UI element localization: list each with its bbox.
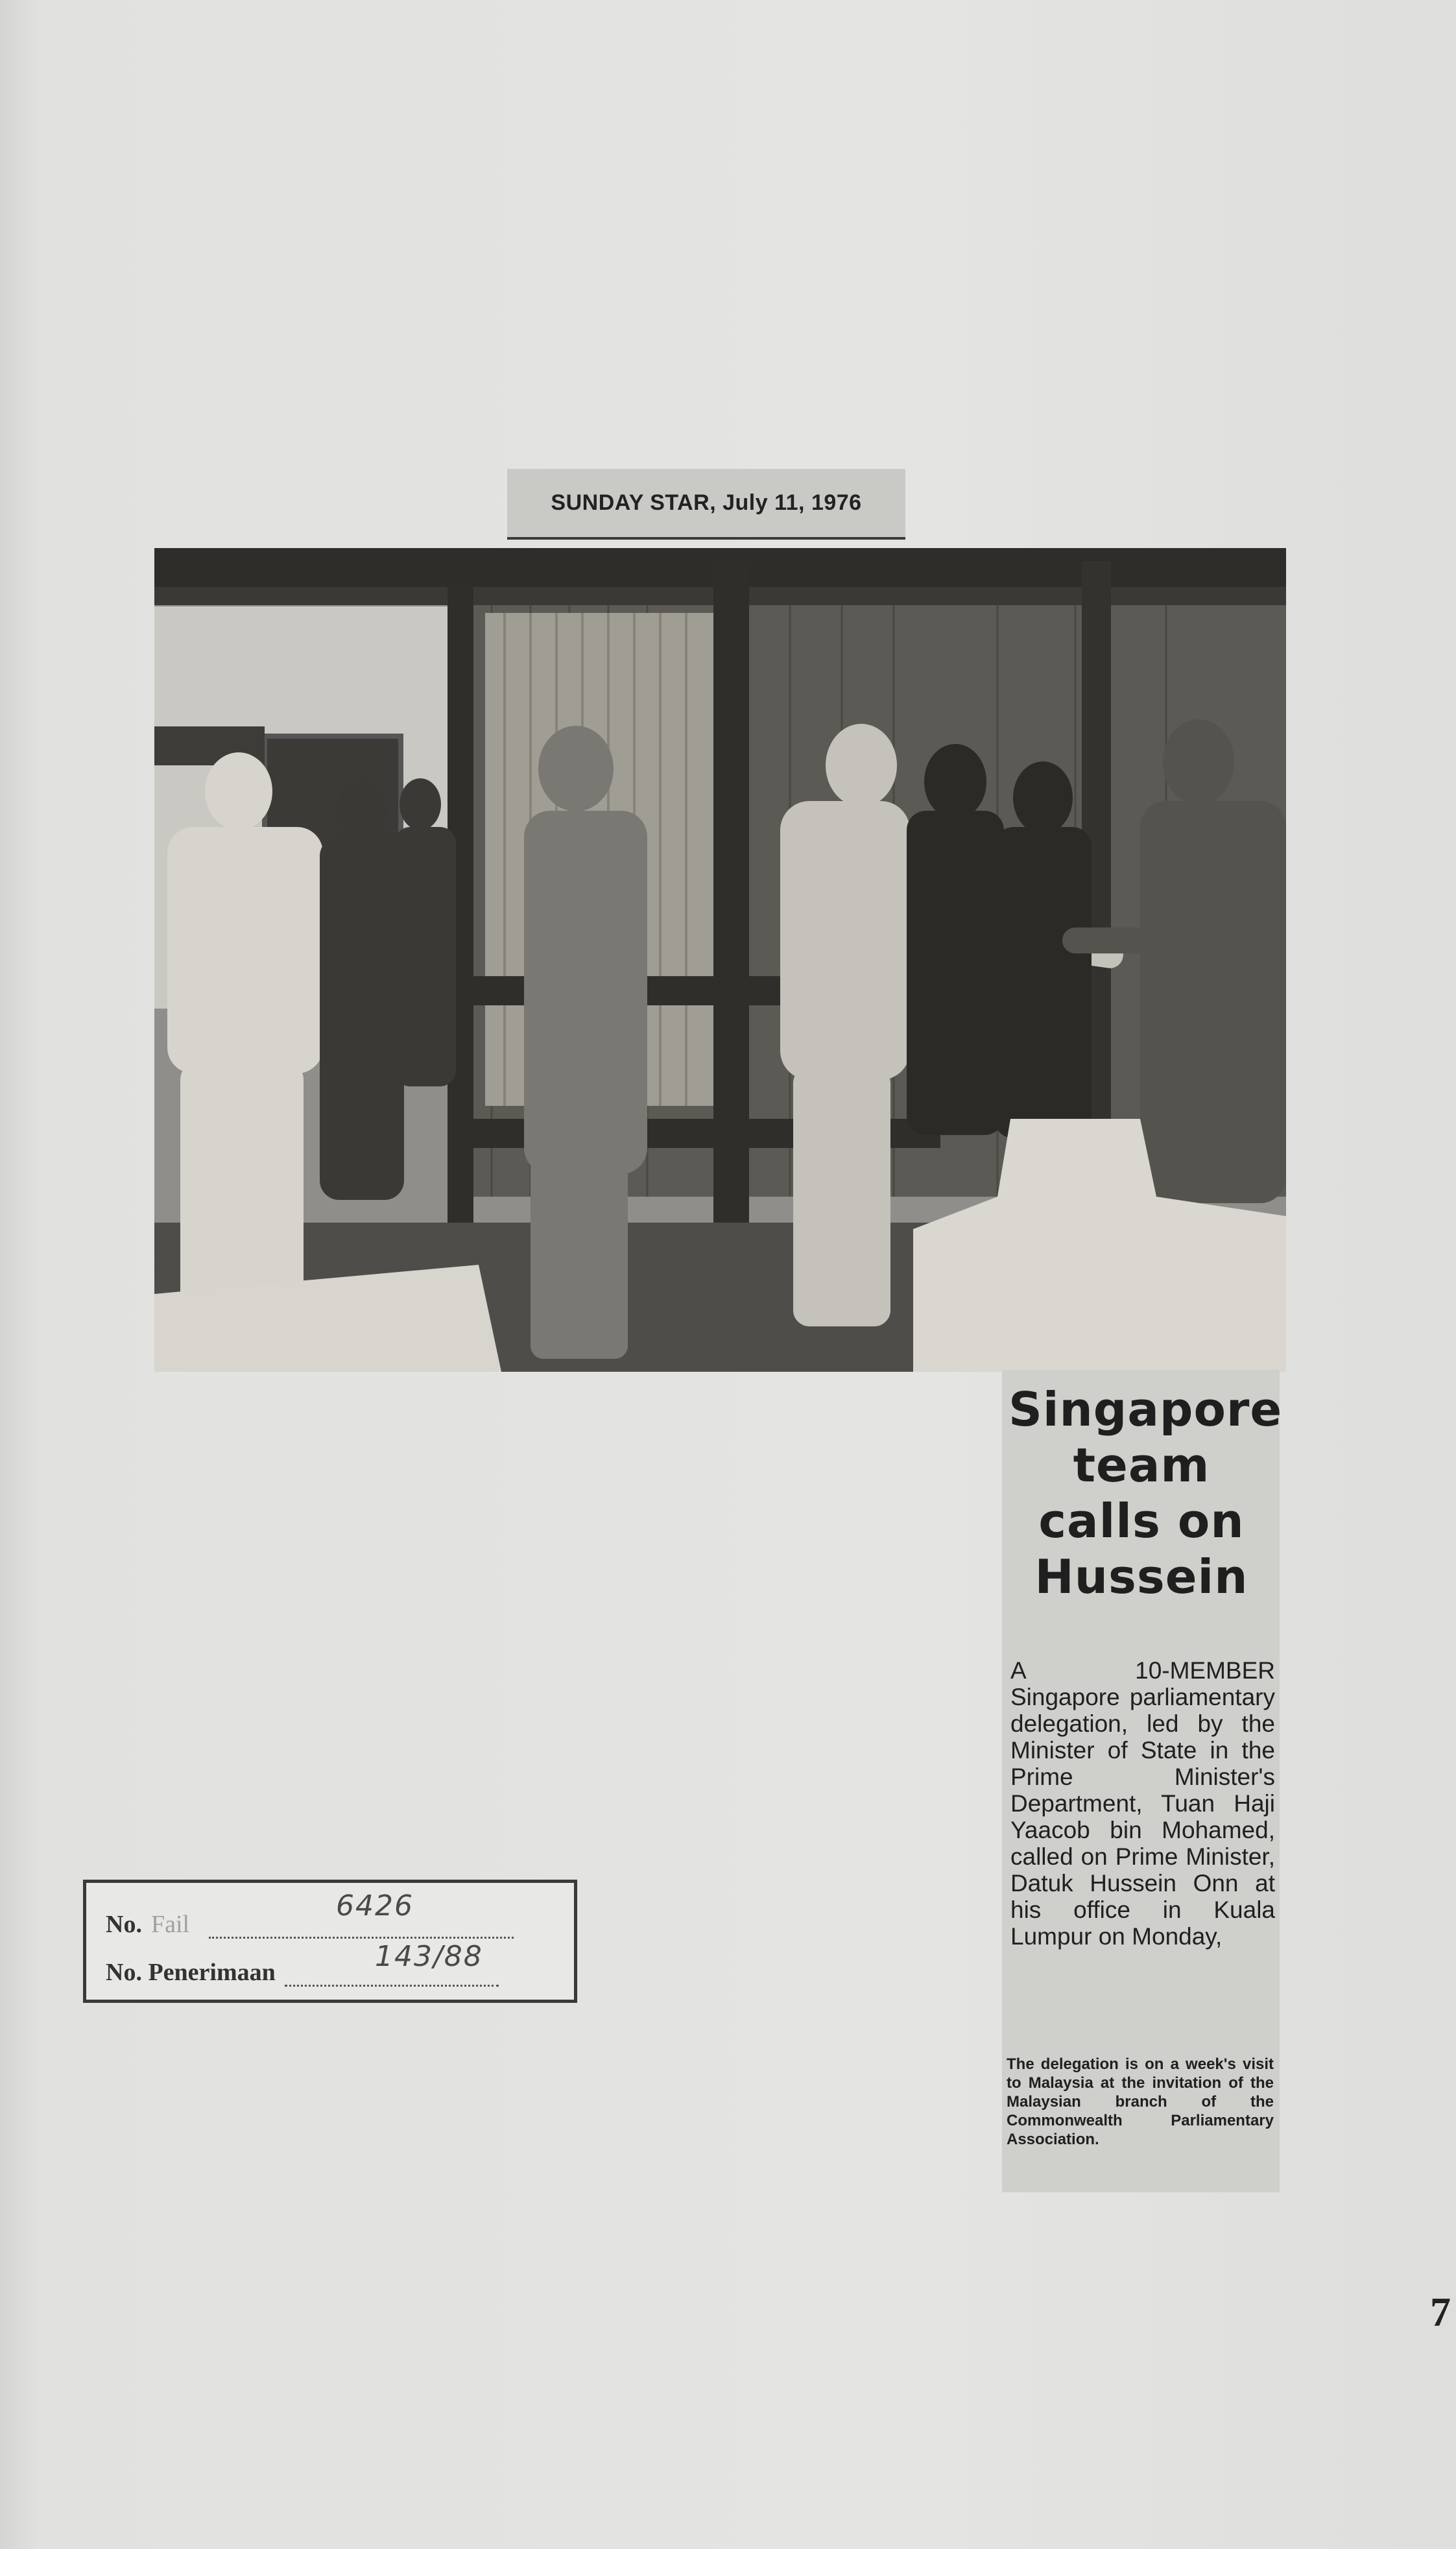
- headline-line: Singapore: [1008, 1382, 1283, 1437]
- article-headline: [1008, 1382, 1283, 1605]
- stamp-label-file: No.: [106, 1911, 142, 1938]
- stamp-row-file: [106, 1900, 514, 1939]
- headline-line: Hussein: [1034, 1550, 1248, 1604]
- article-body: A 10-MEMBER Singapore parliamentary delegation, led by the Minister of State in the Prime Minister's Department, Tuan Haji Yaacob bin Mohamed, called on Prime Minister, Datuk Hussein Onn at his office in Kuala Lumpur on Monday,: [1010, 1657, 1275, 1950]
- stamp-label-receipt: No. Penerimaan: [106, 1959, 276, 1986]
- stamp-handwritten-file-number: 6426: [336, 1889, 414, 1922]
- stamp-faint-label: Fail: [150, 1911, 190, 1938]
- archive-stamp: [83, 1880, 577, 2003]
- newspaper-masthead: SUNDAY STAR, July 11, 1976: [507, 469, 905, 540]
- headline-line: team: [1073, 1438, 1210, 1492]
- page-number: 7: [1430, 2289, 1451, 2335]
- stamp-handwritten-receipt-number: 143/88: [375, 1940, 483, 1973]
- headline-line: calls on: [1038, 1494, 1245, 1548]
- news-photo: [154, 548, 1286, 1372]
- article-footnote: The delegation is on a week's visit to Malaysia at the invitation of the Malaysian branch of the Commonwealth Parliamentary Association.: [1007, 2055, 1274, 2148]
